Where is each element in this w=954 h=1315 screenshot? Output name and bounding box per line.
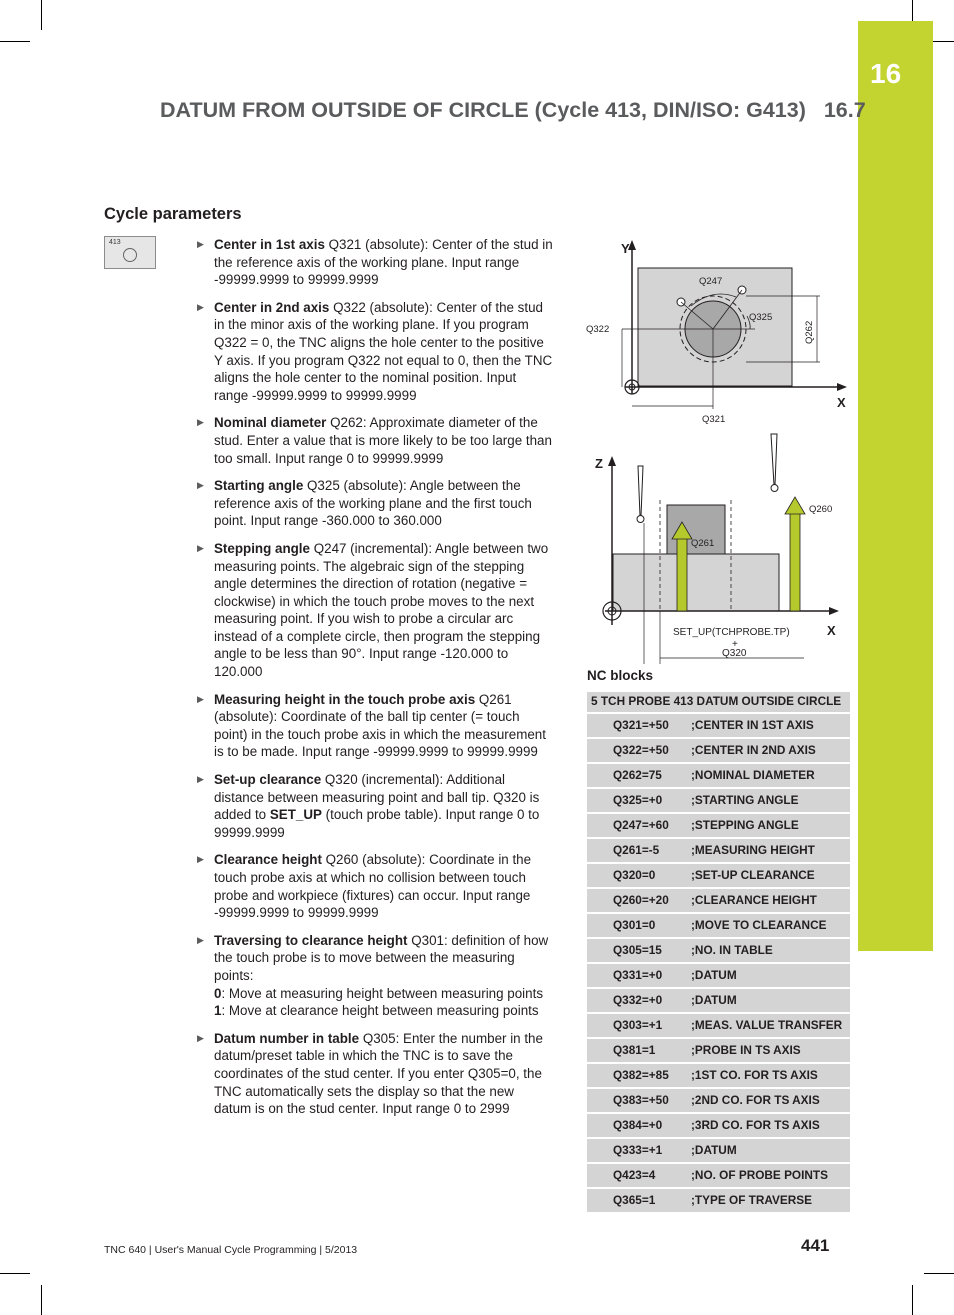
section-title: Cycle parameters (104, 205, 242, 223)
nc-row (587, 1088, 850, 1113)
nc-row (587, 788, 850, 813)
q247-label: Q247 (699, 276, 723, 287)
nc-row (587, 813, 850, 838)
probe-ball (637, 516, 644, 523)
option-key: 1 (214, 1003, 222, 1019)
parameter-text: (touch probe table). Input range 0 to 99999.9999 (214, 807, 540, 840)
parameter-list (196, 236, 554, 1128)
parameter-name: Starting angle (214, 478, 304, 494)
parameter-name: Measuring height in the touch probe axis (214, 691, 476, 707)
nc-param: Q321=+50 (587, 713, 687, 738)
parameter-text: Q305: Enter the number in the datum/preset table in which the TNC is to save the coordinates of the stud center. If you enter Q305=0, the TNC automatically sets the display so that the new datum is on the stud center. Input range 0 to 2999 (214, 1030, 543, 1117)
nc-comment: ;DATUM (687, 1138, 850, 1163)
parameter-text: Q262: Approximate diameter of the stud. Enter a value that is more likely to be too large than too small. Input range 0 to 99999.9999 (214, 415, 552, 466)
nc-row (587, 713, 850, 738)
page-number: 441 (801, 1236, 830, 1255)
nc-comment: ;DATUM (687, 988, 850, 1013)
nc-comment: ;CENTER IN 2ND AXIS (687, 738, 850, 763)
nc-param: Q305=15 (587, 938, 687, 963)
footer-text: TNC 640 | User's Manual Cycle Programming | 5/2013 (104, 1244, 358, 1256)
nc-comment: ;SET-UP CLEARANCE (687, 863, 850, 888)
parameter-item (196, 771, 554, 841)
nc-row (587, 938, 850, 963)
crop-mark (41, 0, 42, 30)
crop-mark (41, 1285, 42, 1315)
parameter-name: Center in 2nd axis (214, 299, 330, 315)
nc-comment: ;TYPE OF TRAVERSE (687, 1188, 850, 1213)
q261-label: Q261 (691, 538, 715, 549)
crop-mark (924, 1273, 954, 1274)
page-header (160, 98, 866, 123)
parameter-item (196, 540, 554, 681)
nc-comment: ;PROBE IN TS AXIS (687, 1038, 850, 1063)
q322-label: Q322 (586, 324, 610, 335)
nc-comment: ;MOVE TO CLEARANCE (687, 913, 850, 938)
y-axis-label: Y (621, 241, 630, 256)
nc-param: Q320=0 (587, 863, 687, 888)
nc-comment: ;CLEARANCE HEIGHT (687, 888, 850, 913)
nc-param: Q423=4 (587, 1163, 687, 1188)
option-key: 0 (214, 985, 222, 1001)
q260-arrow-head (785, 497, 805, 514)
z-axis-arrow (608, 456, 616, 466)
parameter-name: Datum number in table (214, 1030, 360, 1046)
nc-row (587, 738, 850, 763)
nc-row (587, 988, 850, 1013)
nc-param: Q383=+50 (587, 1088, 687, 1113)
nc-comment: ;NO. IN TABLE (687, 938, 850, 963)
parameter-name: Clearance height (214, 852, 322, 868)
crop-mark (0, 1273, 30, 1274)
x-axis-arrow (829, 607, 839, 615)
nc-param: Q247=+60 (587, 813, 687, 838)
q260-label: Q260 (809, 504, 833, 515)
header-section-number: 16.7 (823, 98, 866, 122)
nc-param: Q325=+0 (587, 788, 687, 813)
parameter-item (196, 299, 554, 405)
nc-blocks-title: NC blocks (587, 668, 654, 683)
nc-param: Q332=+0 (587, 988, 687, 1013)
q262-label: Q262 (804, 320, 815, 344)
nc-comment: ;STEPPING ANGLE (687, 813, 850, 838)
parameter-text: Q322 (absolute): Center of the stud in the minor axis of the working plane. If you program Q322 = 0, the TNC aligns the hole center to the positive Y axis. If you program Q322 not equal to 0, then the TNC aligns the hole center to the nominal position. Input range -99999.9999 to 99999.9999 (214, 299, 553, 403)
nc-comment: ;CENTER IN 1ST AXIS (687, 713, 850, 738)
nc-row (587, 763, 850, 788)
nc-comment: ;1ST CO. FOR TS AXIS (687, 1063, 850, 1088)
softkey-label: 413 (109, 239, 121, 246)
parameter-item (196, 236, 554, 289)
parameter-item (196, 691, 554, 761)
q321-label: Q321 (702, 414, 726, 425)
parameter-item (196, 477, 554, 530)
nc-comment: ;3RD CO. FOR TS AXIS (687, 1113, 850, 1138)
setup-label: SET_UP(TCHPROBE.TP) (673, 627, 790, 638)
x-axis-label: X (827, 623, 836, 638)
q261-arrow-shaft (677, 538, 687, 611)
nc-row (587, 1188, 850, 1213)
nc-comment: ;NOMINAL DIAMETER (687, 763, 850, 788)
option-text: : Move at measuring height between measuring points (221, 985, 544, 1001)
option-text: : Move at clearance height between measuring points (221, 1003, 539, 1019)
nc-row (587, 913, 850, 938)
parameter-text: Q325 (absolute): Angle between the reference axis of the working plane and the first touch point. Input range -360.000 to 360.000 (214, 478, 532, 529)
chapter-number: 16 (870, 58, 902, 89)
nc-param: Q381=1 (587, 1038, 687, 1063)
nc-param: Q303=+1 (587, 1013, 687, 1038)
nc-row (587, 838, 850, 863)
parameter-item (196, 851, 554, 921)
probe-stylus (638, 466, 643, 516)
circle-icon (123, 248, 137, 262)
parameter-name: Nominal diameter (214, 415, 327, 431)
workpiece-base (613, 554, 779, 611)
nc-row (587, 1138, 850, 1163)
parameter-text: Q321 (absolute): Center of the stud in the reference axis of the working plane. Input range -99999.9999 to 99999.9999 (214, 237, 553, 288)
nc-param: Q384=+0 (587, 1113, 687, 1138)
probe-ball (771, 485, 778, 492)
nc-row (587, 1063, 850, 1088)
probe-stylus (771, 434, 777, 485)
z-axis-label: Z (595, 456, 603, 471)
x-axis-arrow (837, 383, 847, 391)
nc-param: Q262=75 (587, 763, 687, 788)
nc-row (587, 1038, 850, 1063)
parameter-text: Q320 (incremental): Additional distance between measuring point and ball tip. Q320 is added to (214, 772, 540, 823)
figure-zx-plane (585, 430, 850, 666)
nc-comment: ;STARTING ANGLE (687, 788, 850, 813)
figure-xy-plane (585, 236, 850, 428)
header-title: DATUM FROM OUTSIDE OF CIRCLE (Cycle 413, DIN/ISO: G413) (160, 98, 806, 122)
nc-param: Q322=+50 (587, 738, 687, 763)
setup-plus: + (732, 639, 738, 650)
parameter-text: Q247 (incremental): Angle between two measuring points. The algebraic sign of the stepping angle determines the direction of rotation (negative = clockwise) in which the touch probe moves to the next measuring point. If you wish to probe a circular arc instead of a complete circle, then program the stepping angle to be less than 90°. Input range -120.000 to 120.000 (214, 540, 549, 680)
nc-row (587, 1013, 850, 1038)
nc-param: Q261=-5 (587, 838, 687, 863)
nc-comment: ;DATUM (687, 963, 850, 988)
parameter-name: Set-up clearance (214, 772, 322, 788)
crop-mark (0, 41, 30, 42)
crop-mark (912, 1285, 913, 1315)
parameter-text: Q261 (absolute): Coordinate of the ball tip center (= touch point) in the touch probe axis in which the measurement is to be made. Input range -99999.9999 to 99999.9999 (214, 691, 546, 760)
nc-comment: ;MEASURING HEIGHT (687, 838, 850, 863)
parameter-name: Stepping angle (214, 540, 310, 556)
chapter-tab (858, 21, 933, 951)
parameter-name: Traversing to clearance height (214, 932, 408, 948)
nc-header-row (587, 692, 850, 713)
parameter-item (196, 932, 554, 1020)
nc-row (587, 1163, 850, 1188)
nc-param: Q382=+85 (587, 1063, 687, 1088)
parameter-text: Q301: definition of how the touch probe is to move between the measuring points: (214, 932, 549, 983)
nc-header: 5 TCH PROBE 413 DATUM OUTSIDE CIRCLE (587, 692, 850, 713)
nc-row (587, 888, 850, 913)
parameter-item (196, 414, 554, 467)
nc-param: Q333=+1 (587, 1138, 687, 1163)
nc-blocks-table (587, 692, 850, 1214)
nc-param: Q301=0 (587, 913, 687, 938)
nc-param: Q260=+20 (587, 888, 687, 913)
parameter-item (196, 1030, 554, 1118)
nc-row (587, 1113, 850, 1138)
parameter-inline-bold: SET_UP (269, 807, 322, 823)
q325-label: Q325 (749, 312, 773, 323)
nc-param: Q365=1 (587, 1188, 687, 1213)
nc-param: Q331=+0 (587, 963, 687, 988)
q260-arrow-shaft (790, 513, 800, 611)
nc-row (587, 963, 850, 988)
x-axis-label: X (837, 395, 846, 410)
cycle-softkey-icon (104, 236, 156, 269)
nc-comment: ;NO. OF PROBE POINTS (687, 1163, 850, 1188)
parameter-text: Q260 (absolute): Coordinate in the touch probe axis at which no collision between touch probe and workpiece (fixtures) can occur. Input range -99999.9999 to 99999.9999 (214, 852, 532, 921)
nc-row (587, 863, 850, 888)
nc-comment: ;MEAS. VALUE TRANSFER (687, 1013, 850, 1038)
q320-label: Q320 (722, 648, 747, 659)
nc-comment: ;2ND CO. FOR TS AXIS (687, 1088, 850, 1113)
parameter-name: Center in 1st axis (214, 237, 325, 252)
